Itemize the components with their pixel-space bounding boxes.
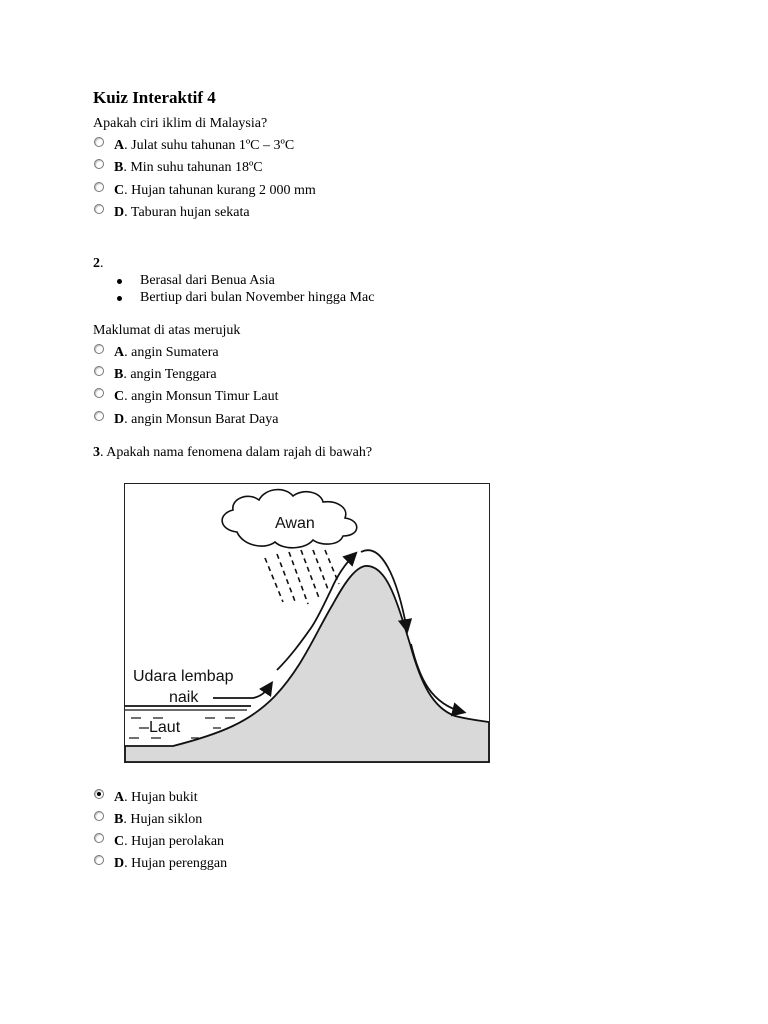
option-letter: D xyxy=(114,412,125,427)
q1-option-c[interactable] xyxy=(94,183,316,199)
option-letter: A xyxy=(114,138,125,153)
radio-icon[interactable] xyxy=(94,204,104,214)
q2-option-b[interactable] xyxy=(94,367,217,383)
q3-option-a[interactable] xyxy=(94,790,198,806)
radio-icon[interactable] xyxy=(94,137,104,147)
radio-icon[interactable] xyxy=(94,411,104,421)
radio-icon[interactable] xyxy=(94,182,104,192)
question-number-suffix: . xyxy=(100,256,104,271)
option-text: . Hujan perolakan xyxy=(124,834,225,849)
option-text: . angin Monsun Barat Daya xyxy=(124,412,279,427)
radio-selected-icon[interactable] xyxy=(94,789,104,799)
option-letter: D xyxy=(114,856,125,871)
option-letter: C xyxy=(114,389,125,404)
q1-option-d[interactable] xyxy=(94,205,250,221)
radio-icon[interactable] xyxy=(94,811,104,821)
option-letter: A xyxy=(114,345,125,360)
option-text: . angin Tenggara xyxy=(123,367,217,382)
option-letter: B xyxy=(114,812,124,827)
radio-icon[interactable] xyxy=(94,833,104,843)
option-text: . angin Monsun Timur Laut xyxy=(124,389,279,404)
q2-option-a[interactable] xyxy=(94,345,219,361)
option-letter: C xyxy=(114,183,125,198)
question-number: 3 xyxy=(93,445,100,460)
sea-label: Laut xyxy=(149,719,181,736)
air-label-line1: Udara lembap xyxy=(133,668,234,685)
q3-option-c[interactable] xyxy=(94,834,224,850)
option-letter: D xyxy=(114,205,125,220)
relief-rain-diagram xyxy=(124,483,490,763)
option-letter: B xyxy=(114,160,124,175)
q2-option-d[interactable] xyxy=(94,412,278,428)
q2-bullet-list xyxy=(115,272,374,306)
q2-text: Maklumat di atas merujuk xyxy=(93,323,241,338)
q3-option-b[interactable] xyxy=(94,812,202,828)
option-text: . Hujan siklon xyxy=(123,812,203,827)
bullet-item: Berasal dari Benua Asia xyxy=(115,272,374,289)
q3-text xyxy=(93,445,372,461)
air-label-line2: naik xyxy=(169,689,199,706)
option-text: . Hujan bukit xyxy=(124,790,198,805)
option-text: . Hujan tahunan kurang 2 000 mm xyxy=(124,183,316,198)
bullet-item: Bertiup dari bulan November hingga Mac xyxy=(115,289,374,306)
q1-option-b[interactable] xyxy=(94,160,263,176)
q2-option-c[interactable] xyxy=(94,389,279,405)
q1-text: Apakah ciri iklim di Malaysia? xyxy=(93,116,268,131)
radio-icon[interactable] xyxy=(94,388,104,398)
radio-icon[interactable] xyxy=(94,159,104,169)
q1-option-a[interactable] xyxy=(94,138,294,154)
radio-icon[interactable] xyxy=(94,344,104,354)
diagram-svg xyxy=(125,484,489,762)
option-text: . Julat suhu tahunan 1ºC – 3ºC xyxy=(124,138,295,153)
option-text: . Taburan hujan sekata xyxy=(124,205,250,220)
option-text: . Min suhu tahunan 18ºC xyxy=(123,160,263,175)
option-text: . Hujan perenggan xyxy=(124,856,228,871)
radio-icon[interactable] xyxy=(94,366,104,376)
question-number: 2 xyxy=(93,256,100,271)
option-text: . angin Sumatera xyxy=(124,345,219,360)
q3-option-d[interactable] xyxy=(94,856,227,872)
question-text: . Apakah nama fenomena dalam rajah di bawah? xyxy=(100,445,373,460)
cloud-label: Awan xyxy=(275,515,315,532)
q2-number xyxy=(93,256,104,272)
option-letter: B xyxy=(114,367,124,382)
option-letter: C xyxy=(114,834,125,849)
quiz-title: Kuiz Interaktif 4 xyxy=(93,88,216,107)
option-letter: A xyxy=(114,790,125,805)
radio-icon[interactable] xyxy=(94,855,104,865)
